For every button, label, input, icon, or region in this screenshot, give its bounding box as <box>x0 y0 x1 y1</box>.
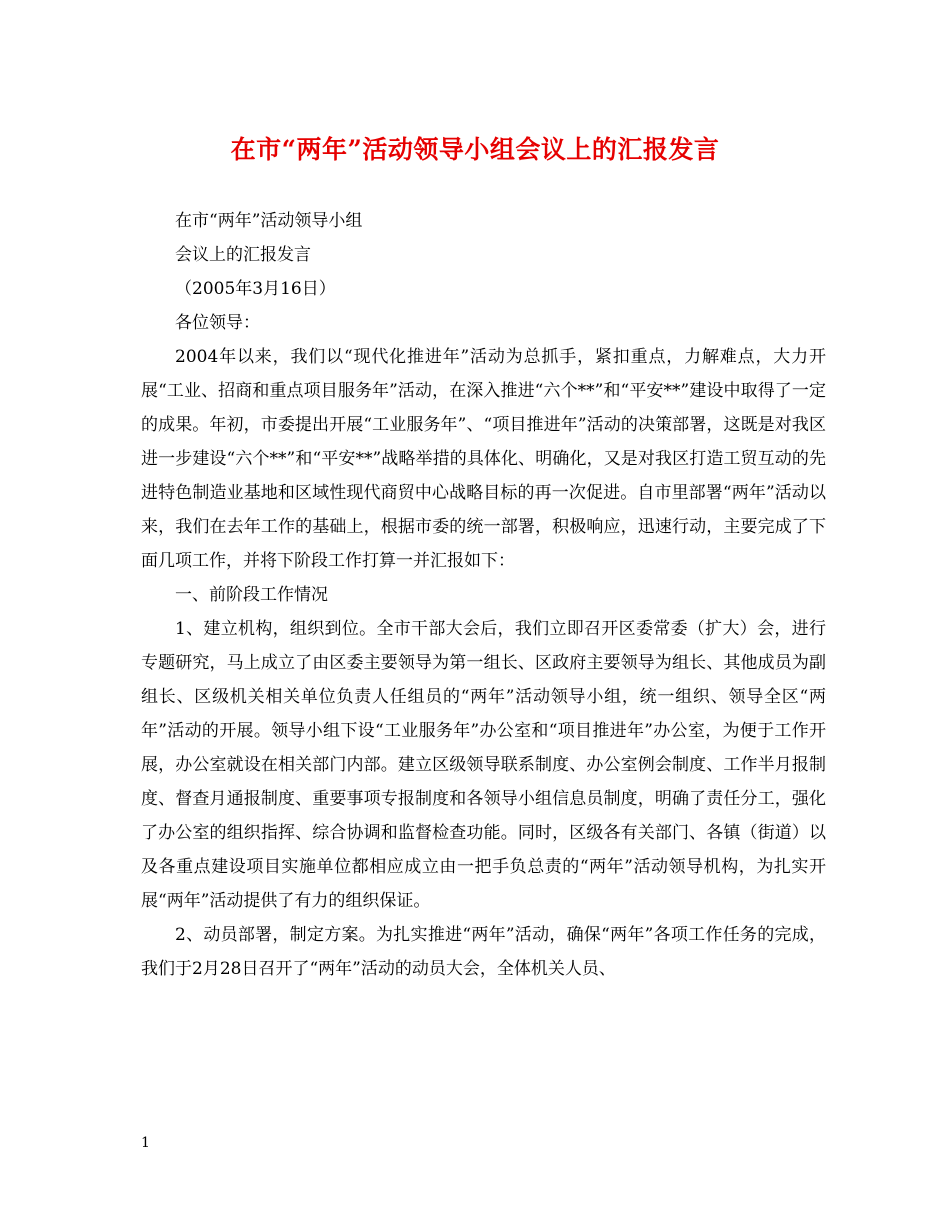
section-heading: 一、前阶段工作情况 <box>175 585 328 605</box>
paragraph-item-1: 1、建立机构，组织到位。全市干部大会后，我们立即召开区委常委（扩大）会，进行专题研究，马上成立了由区委主要领导为第一组长、区政府主要领导为组长、其他成员为副组长、区级机关相关单位负责人任组员的“两年”活动领导小组，统一组织、领导全区“两年”活动的开展。领导小组下设“工业服务年”办公室和“项目推进年”办公室，为便于工作开展，办公室就设在相关部门内部。建立区级领导联系制度、办公室例会制度、工作半月报制度、督查月通报制度、重要事项专报制度和各领导小组信息员制度，明确了责任分工，强化了办公室的组织指挥、综合协调和监督检查功能。同时，区级各有关部门、各镇（街道）以及各重点建设项目实施单位都相应成立由一把手负总责的“两年”活动领导机构，为扎实开展“两年”活动提供了有力的组织保证。 <box>141 619 826 911</box>
intro-paragraph: 2004年以来，我们以“现代化推进年”活动为总抓手，紧扣重点，力解难点，大力开展“工业、招商和重点项目服务年”活动，在深入推进“六个**”和“平安**”建设中取得了一定的成果。年初，市委提出开展“工业服务年”、“项目推进年”活动的决策部署，这既是对我区进一步建设“六个**”和“平安**”战略举措的具体化、明确化，又是对我区打造工贸互动的先进特色制造业基地和区域性现代商贸中心战略目标的再一次促进。自市里部署“两年”活动以来，我们在去年工作的基础上，根据市委的统一部署，积极响应，迅速行动，主要完成了下面几项工作，并将下阶段工作打算一并汇报如下： <box>141 347 826 571</box>
paragraph-item-2: 2、动员部署，制定方案。为扎实推进“两年”活动，确保“两年”各项工作任务的完成，我们于2月28日召开了“两年”活动的动员大会，全体机关人员、 <box>141 925 826 979</box>
heading-line-1: 在市“两年”活动领导小组 <box>175 211 363 231</box>
document-body <box>141 204 826 986</box>
page-number: 1 <box>141 1135 150 1151</box>
speech-date: （2005年3月16日） <box>175 279 336 299</box>
salutation: 各位领导： <box>175 313 260 333</box>
document-title: 在市“两年”活动领导小组会议上的汇报发言 <box>230 135 720 164</box>
heading-line-2: 会议上的汇报发言 <box>175 245 311 265</box>
